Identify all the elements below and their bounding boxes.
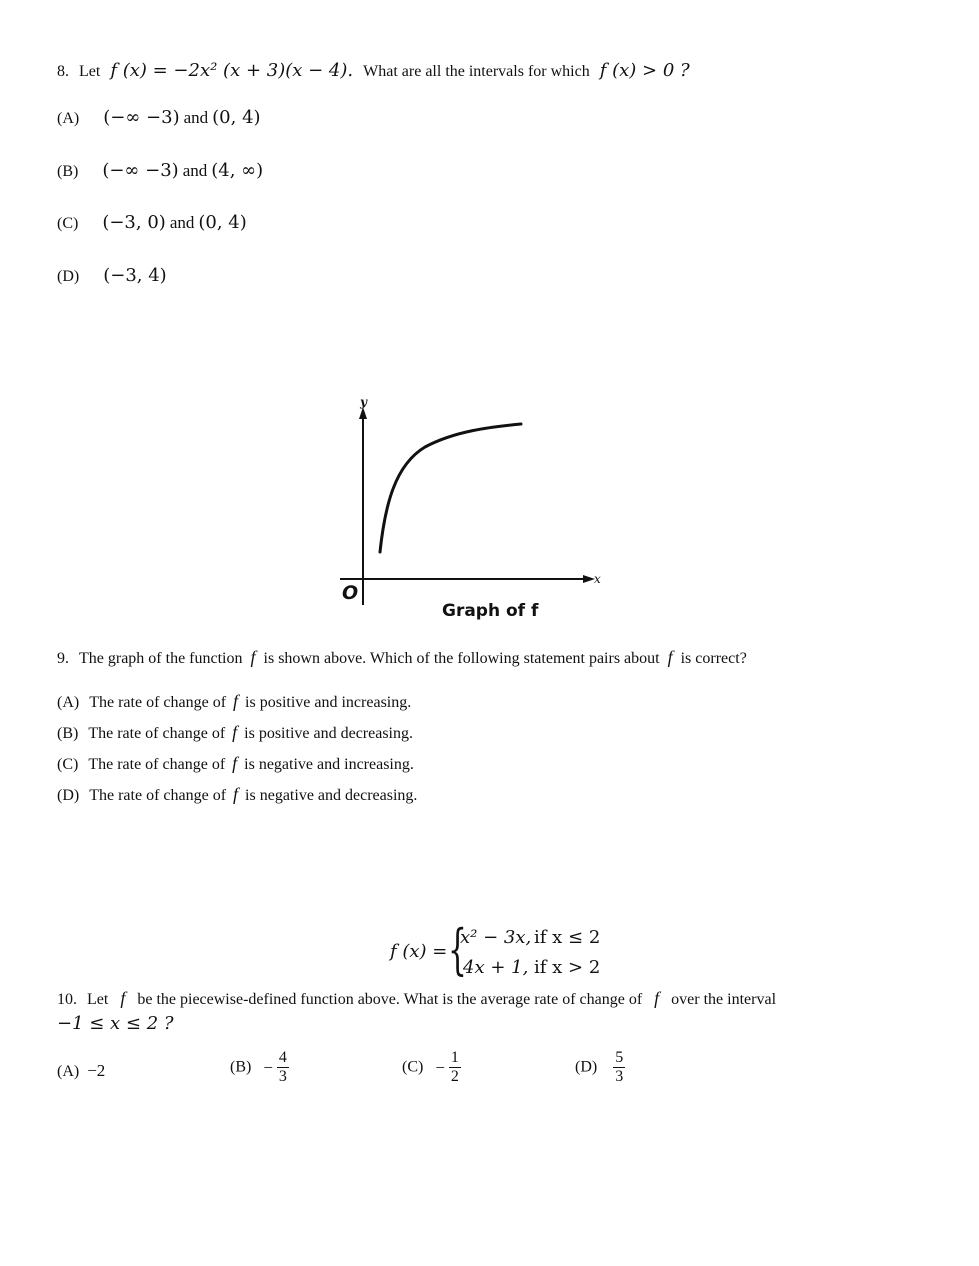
denominator: 3: [615, 1068, 624, 1085]
q10-option-c[interactable]: [402, 1049, 461, 1086]
q10-option-d[interactable]: [575, 1049, 625, 1086]
interval: (4, ∞): [211, 160, 264, 181]
case2-expr: 4x + 1,: [463, 957, 529, 978]
f-variable: f: [250, 647, 256, 667]
q9-option-b[interactable]: [57, 722, 413, 743]
option-label: (D): [57, 787, 80, 804]
q9-text: is shown above. Which of the following statement pairs about: [263, 650, 660, 667]
q9-stem: [57, 647, 747, 668]
interval: (0, 4): [198, 212, 247, 233]
origin-label: O: [342, 582, 359, 604]
option-text: is negative and decreasing.: [245, 787, 418, 804]
q8-option-c[interactable]: [57, 212, 247, 233]
option-label: (C): [57, 215, 79, 232]
option-label: (A): [57, 110, 80, 127]
y-axis-label: y: [360, 395, 367, 409]
q8-condition: f (x) > 0 ?: [599, 60, 690, 81]
case2-condition: if x > 2: [534, 957, 601, 978]
f-variable: f: [232, 753, 238, 773]
q9-text: The graph of the function: [79, 650, 243, 667]
interval: (0, 4): [212, 107, 261, 128]
q9-text: is correct?: [680, 650, 747, 667]
q9-number: 9.: [57, 650, 69, 667]
q9-option-c[interactable]: [57, 753, 414, 774]
option-fraction: [613, 1049, 625, 1086]
case1-expr: x² − 3x,: [460, 927, 532, 948]
option-text: is positive and increasing.: [245, 694, 412, 711]
option-label: (C): [402, 1058, 424, 1076]
q9-option-d[interactable]: [57, 784, 417, 805]
option-text: The rate of change of: [89, 694, 227, 711]
denominator: 3: [278, 1068, 287, 1085]
q10-option-b[interactable]: [230, 1049, 289, 1086]
q8-function: f (x) = −2x² (x + 3)(x − 4).: [110, 60, 354, 81]
q10-text: Let: [87, 991, 109, 1008]
option-value: −2: [87, 1061, 106, 1080]
interval: (−∞ −3): [103, 107, 180, 128]
graph-of-f: [330, 395, 630, 620]
numerator: 5: [615, 1049, 624, 1066]
q10-option-a[interactable]: [57, 1061, 105, 1081]
option-text: is positive and decreasing.: [244, 725, 413, 742]
q10-number: 10.: [57, 991, 77, 1008]
piecewise-brace: {: [448, 918, 467, 981]
f-variable: f: [233, 784, 239, 804]
interval: (−3, 4): [103, 265, 167, 286]
q8-stem: [57, 60, 690, 81]
q10-text: be the piecewise-defined function above. What is the average rate of change of: [137, 991, 643, 1008]
option-sign: −: [435, 1057, 445, 1077]
joiner: and: [182, 161, 208, 180]
graph-caption: Graph of f: [442, 601, 539, 621]
q10-interval: −1 ≤ x ≤ 2 ?: [57, 1013, 174, 1034]
numerator: 1: [450, 1049, 459, 1066]
case1-condition: if x ≤ 2: [534, 927, 601, 948]
option-label: (D): [57, 268, 80, 285]
f-variable: f: [232, 722, 238, 742]
option-text: The rate of change of: [88, 756, 226, 773]
option-text: The rate of change of: [89, 787, 227, 804]
q10-stem: [57, 988, 776, 1009]
option-label: (B): [57, 725, 79, 742]
x-axis-label: x: [594, 572, 601, 586]
q8-option-b[interactable]: [57, 160, 263, 181]
joiner: and: [183, 108, 209, 127]
joiner: and: [169, 213, 195, 232]
q9-option-a[interactable]: [57, 691, 411, 712]
option-text: The rate of change of: [88, 725, 226, 742]
f-variable: f: [120, 988, 126, 1008]
piecewise-lhs: f (x) =: [390, 941, 448, 962]
q8-number: 8.: [57, 63, 69, 80]
option-text: is negative and increasing.: [244, 756, 414, 773]
denominator: 2: [450, 1068, 459, 1085]
numerator: 4: [278, 1049, 287, 1066]
option-label: (B): [230, 1058, 252, 1076]
interval: (−3, 0): [102, 212, 166, 233]
q8-question: What are all the intervals for which: [363, 63, 590, 80]
q10-text: over the interval: [671, 991, 777, 1008]
option-fraction: [449, 1049, 461, 1086]
f-variable: f: [667, 647, 673, 667]
option-fraction: [277, 1049, 289, 1086]
interval: (−∞ −3): [102, 160, 179, 181]
option-label: (A): [57, 694, 80, 711]
option-label: (D): [575, 1058, 598, 1076]
q8-option-d[interactable]: [57, 265, 167, 286]
q8-option-a[interactable]: [57, 107, 261, 128]
option-label: (B): [57, 163, 79, 180]
q8-lead: Let: [79, 63, 101, 80]
f-variable: f: [654, 988, 660, 1008]
option-label: (A): [57, 1063, 80, 1080]
option-sign: −: [263, 1057, 273, 1077]
f-variable: f: [233, 691, 239, 711]
option-label: (C): [57, 756, 79, 773]
function-curve: [380, 424, 521, 552]
